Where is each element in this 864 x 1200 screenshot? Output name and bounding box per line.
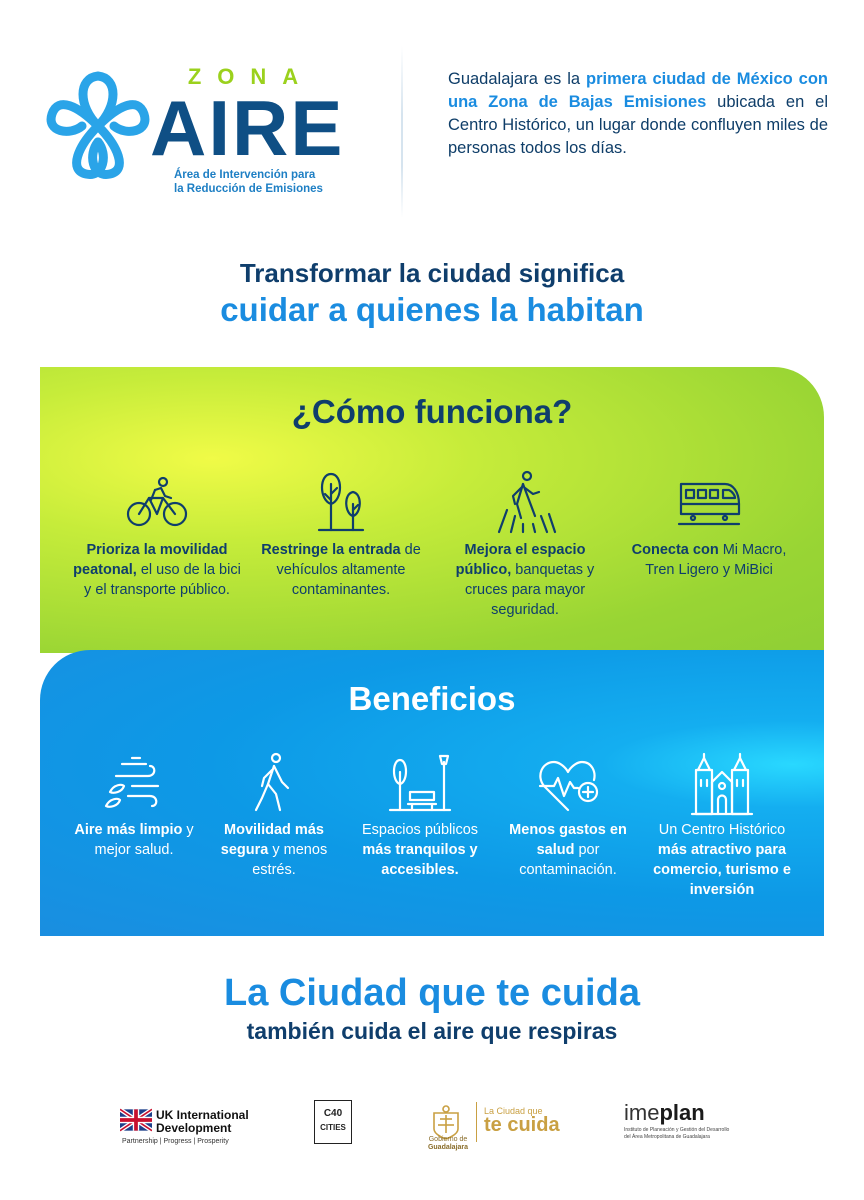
- uk-tagline: Partnership | Progress | Prosperity: [122, 1138, 229, 1145]
- cyclist-icon: [125, 470, 189, 534]
- benefit-salud: [498, 752, 638, 880]
- feature-conecta-text: [620, 540, 798, 580]
- benefit-movilidad: [204, 752, 344, 880]
- train-icon: [677, 470, 741, 534]
- heart-health-icon: [536, 752, 600, 816]
- logo-aire-text: AIRE: [150, 84, 345, 172]
- intro-pre: Guadalajara es la: [448, 70, 586, 88]
- como-funciona-title: ¿Cómo funciona?: [291, 393, 573, 430]
- feature-restringe-rest: de vehículos altamente contaminantes.: [276, 542, 421, 598]
- logo-tagline-line-2: la Reducción de Emisiones: [174, 183, 323, 195]
- headline-line-2: cuidar a quienes la habitan: [220, 291, 644, 328]
- imeplan-name-b: plan: [659, 1100, 705, 1125]
- feature-conecta: [620, 470, 798, 580]
- beneficios-title: Beneficios: [348, 680, 516, 717]
- feature-movilidad-rest: el uso de la bici y el transporte público.: [84, 562, 241, 598]
- footer-headline: La Ciudad que te cuida: [224, 972, 640, 1014]
- benefit-movilidad-bold: Movilidad más segura: [220, 822, 324, 858]
- benefit-espacios-rest: Espacios públicos: [361, 822, 479, 838]
- benefit-aire-bold: Aire más limpio: [74, 822, 183, 838]
- imeplan-name: [624, 1100, 754, 1126]
- benefit-centro: [652, 752, 792, 900]
- feature-movilidad: [68, 470, 246, 600]
- feature-movilidad-text: [68, 540, 246, 600]
- benefit-aire-rest: y mejor salud.: [94, 822, 194, 858]
- uk-international-development-logo: [120, 1106, 260, 1156]
- feature-conecta-bold: Conecta con: [631, 542, 719, 558]
- benefit-movilidad-text: [204, 820, 344, 880]
- header-divider: [401, 46, 403, 218]
- logo-tagline-line-1: Área de Intervención para: [174, 169, 316, 181]
- benefit-salud-rest: por contaminación.: [519, 842, 617, 878]
- feature-movilidad-bold: Prioriza la movilidad peatonal,: [73, 542, 228, 578]
- c40-line-1: C40: [323, 1108, 343, 1119]
- zona-aire-logo-icon: [38, 66, 158, 186]
- benefit-espacios-text: [350, 820, 490, 880]
- benefit-centro-bold: más atractivo para comercio, turismo e inversión: [653, 842, 791, 898]
- feature-restringe-text: [252, 540, 430, 600]
- wind-leaves-icon: [102, 752, 166, 816]
- walking-person-icon: [242, 752, 306, 816]
- pedestrian-crossing-icon: [493, 470, 557, 534]
- feature-restringe-bold: Restringe la entrada: [261, 542, 401, 558]
- benefit-centro-text: [652, 820, 792, 900]
- benefit-salud-bold: Menos gastos en salud: [509, 822, 627, 858]
- feature-espacio: [436, 470, 614, 620]
- feature-restringe: [252, 470, 430, 600]
- benefit-espacios-bold: más tranquilos y accesibles.: [362, 842, 478, 878]
- gdl-gov-line-1: Gobierno de: [428, 1136, 468, 1143]
- intro-paragraph: [448, 68, 828, 160]
- feature-espacio-bold: Mejora el espacio público,: [455, 542, 586, 578]
- benefit-movilidad-rest: y menos estrés.: [252, 842, 328, 878]
- imeplan-subtitle-2: del Área Metropolitana de Guadalajara: [624, 1134, 710, 1140]
- gdl-separator: [476, 1102, 477, 1142]
- footer-subheadline: también cuida el aire que respiras: [246, 1018, 618, 1044]
- gdl-slogan-small: La Ciudad que: [484, 1106, 543, 1116]
- benefit-aire: [64, 752, 204, 860]
- intro-post: ubicada en el Centro Histórico, un lugar donde confluyen miles de personas todos los días.: [448, 93, 829, 157]
- cathedral-icon: [690, 752, 754, 816]
- feature-espacio-text: [436, 540, 614, 620]
- trees-icon: [309, 470, 373, 534]
- benefit-centro-rest: Un Centro Histórico: [658, 822, 786, 838]
- imeplan-name-a: ime: [624, 1100, 660, 1125]
- c40-line-2: CITIES: [320, 1123, 346, 1132]
- gdl-government-name: [426, 1136, 470, 1152]
- gobierno-guadalajara-logo: [426, 1096, 586, 1151]
- gdl-gov-line-2: Guadalajara: [427, 1144, 469, 1151]
- logo-tagline: [174, 168, 354, 196]
- feature-espacio-rest: banquetas y cruces para mayor seguridad.: [464, 562, 595, 618]
- gdl-slogan-big: te cuida: [484, 1114, 560, 1136]
- uk-name-line-1: UK International: [156, 1108, 249, 1122]
- park-bench-icon: [388, 752, 452, 816]
- imeplan-subtitle-1: Instituto de Planeación y Gestión del Desarrollo: [624, 1127, 730, 1133]
- uk-name: [156, 1109, 249, 1135]
- uk-name-line-2: Development: [156, 1121, 232, 1135]
- imeplan-logo: [624, 1100, 754, 1150]
- logo-zona-text: ZONA: [187, 64, 315, 89]
- intro-highlight: primera ciudad de México con una Zona de Bajas Emisiones: [448, 70, 828, 111]
- feature-conecta-rest: Mi Macro, Tren Ligero y MiBici: [645, 542, 787, 578]
- headline-line-1: Transformar la ciudad significa: [239, 258, 625, 288]
- union-flag-icon: [120, 1108, 152, 1132]
- benefit-espacios: [350, 752, 490, 880]
- benefit-salud-text: [498, 820, 638, 880]
- c40-cities-logo: [314, 1100, 352, 1144]
- benefit-aire-text: [64, 820, 204, 860]
